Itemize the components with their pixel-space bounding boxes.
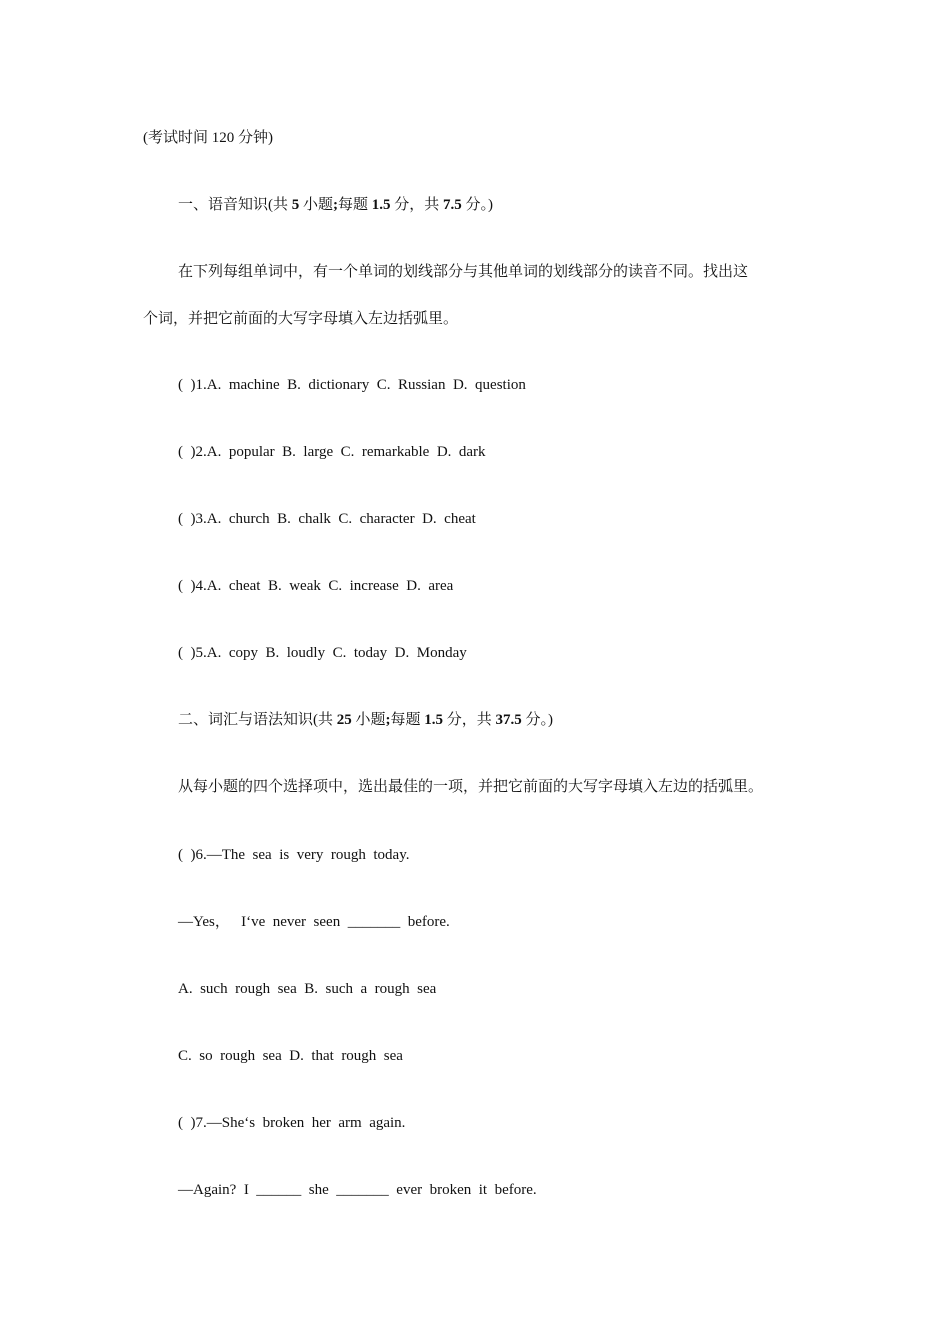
section-1-heading-part: 一、语音知识(共 [178, 197, 292, 213]
question-6-options-cd: C. so rough sea D. that rough sea [178, 1048, 403, 1064]
question-2: ( )2.A. popular B. large C. remarkable D. dark [178, 444, 486, 460]
question-1: ( )1.A. machine B. dictionary C. Russian D. question [178, 377, 526, 393]
section-1-semicolon: ; [333, 197, 339, 213]
section-1-heading-part: 小题 [299, 197, 334, 213]
section-2-heading-part: 二、词汇与语法知识(共 [178, 712, 337, 728]
section-2-heading [178, 710, 553, 730]
section-1-instruction-continued: 个词，并把它前面的大写字母填入左边括弧里。 [143, 311, 459, 327]
question-4: ( )4.A. cheat B. weak C. increase D. area [178, 578, 454, 594]
exam-time: (考试时间 120 分钟) [143, 130, 273, 146]
section-2-points-total: 37.5 [495, 712, 522, 728]
section-2-instruction: 从每小题的四个选择项中，选出最佳的一项，并把它前面的大写字母填入左边的括弧里。 [178, 779, 764, 795]
section-1-points-each: 1.5 [371, 197, 391, 213]
section-1-heading-part: 分，共 [390, 197, 444, 213]
question-7-response: —Again? I ______ she _______ ever broken it before. [178, 1182, 537, 1198]
section-2-heading-part: 小题 [351, 712, 386, 728]
question-6-prompt: ( )6.—The sea is very rough today. [178, 847, 410, 863]
question-7-prompt: ( )7.—She‘s broken her arm again. [178, 1115, 406, 1131]
section-2-heading-part: 分，共 [443, 712, 496, 728]
section-1-heading-part: 分。) [461, 197, 494, 213]
question-5: ( )5.A. copy B. loudly C. today D. Monday [178, 645, 467, 661]
section-2-question-count: 25 [336, 712, 352, 728]
question-3: ( )3.A. church B. chalk C. character D. cheat [178, 511, 476, 527]
section-1-question-count: 5 [291, 197, 300, 213]
section-2-semicolon: ; [385, 712, 391, 728]
question-6-response: —Yes， I‘ve never seen _______ before. [178, 914, 450, 930]
section-2-heading-part: 分。) [521, 712, 554, 728]
section-2-heading-part: 每题 [390, 712, 425, 728]
section-1-instruction: 在下列每组单词中，有一个单词的划线部分与其他单词的划线部分的读音不同。找出这 [178, 264, 749, 280]
section-1-heading-part: 每题 [338, 197, 372, 213]
section-2-points-each: 1.5 [424, 712, 444, 728]
question-6-options-ab: A. such rough sea B. such a rough sea [178, 981, 437, 997]
section-1-heading [178, 195, 493, 215]
section-1-points-total: 7.5 [443, 197, 462, 213]
